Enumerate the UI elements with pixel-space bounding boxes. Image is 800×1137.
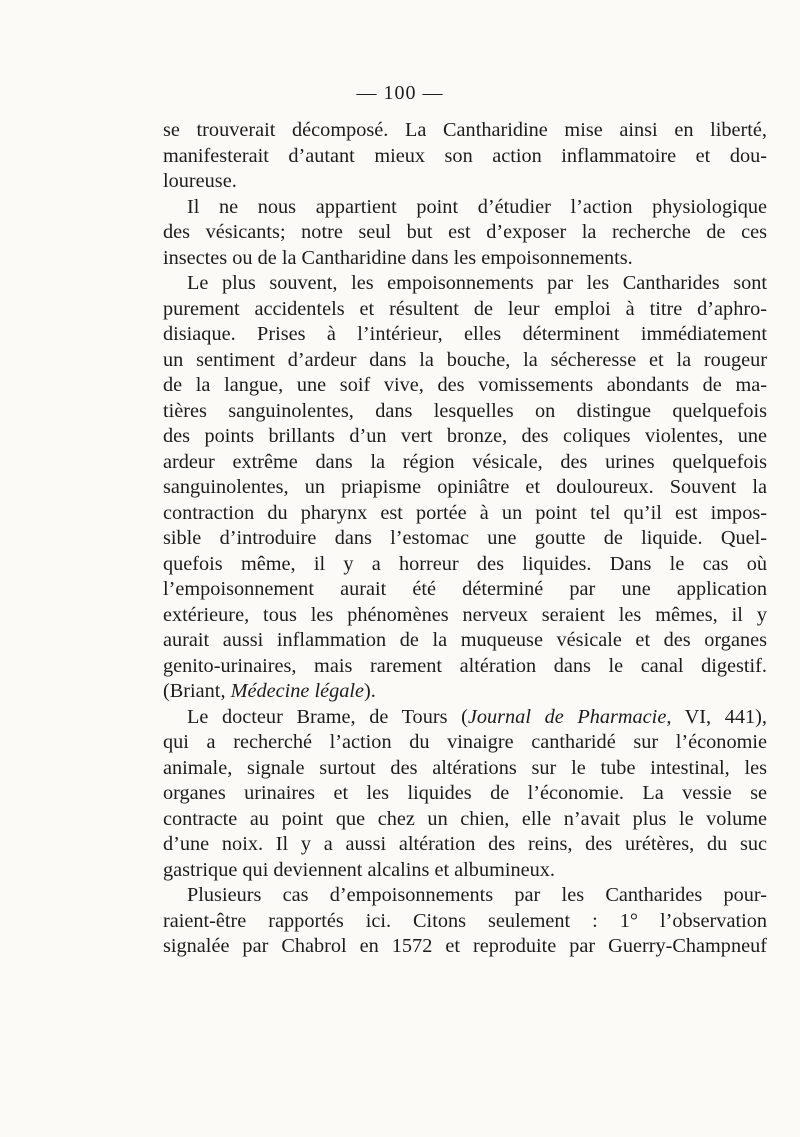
text-line: animale, signale surtout des altérations sur le tube intestinal, les	[163, 756, 767, 779]
text-line: Plusieurs cas d’empoisonnements par les Cantharides pour-	[187, 884, 767, 906]
italic-citation: Journal de Pharmacie,	[467, 705, 672, 728]
text-line: raient-être rapportés ici. Citons seulement : 1° l’observation	[163, 909, 767, 932]
text-line: des vésicants; notre seul but est d’exposer la recherche de ces	[163, 221, 767, 243]
text-line: tières sanguinolentes, dans lesquelles on distingue quelquefois	[163, 399, 767, 422]
text-line: genito-urinaires, mais rarement altération dans le canal digestif.	[163, 654, 767, 677]
text-line: Le plus souvent, les empoisonnements par les Cantharides sont	[187, 272, 767, 294]
italic-citation: Médecine légale	[230, 680, 365, 702]
text-line: contraction du pharynx est portée à un point tel qu’il est impos-	[163, 501, 767, 524]
text-line	[163, 679, 767, 705]
text-line: quefois même, il y a horreur des liquides. Dans le cas où	[163, 552, 767, 575]
text-span: ).	[364, 680, 376, 702]
text-line: des points brillants d’un vert bronze, des coliques violentes, une	[163, 425, 767, 447]
text-line: insectes ou de la Cantharidine dans les empoisonnements.	[163, 246, 633, 269]
text-line: disiaque. Prises à l’intérieur, elles déterminent immédiatement	[163, 323, 767, 345]
body-text	[163, 118, 767, 960]
text-line: un sentiment d’ardeur dans la bouche, la sécheresse et la rougeur	[163, 348, 767, 371]
page-number: — 100 —	[356, 82, 444, 104]
text-line	[163, 705, 767, 731]
text-line: l’empoisonnement aurait été déterminé par une application	[163, 578, 767, 600]
text-line: gastrique qui deviennent alcalins et albumineux.	[163, 858, 555, 881]
text-line: organes urinaires et les liquides de l’économie. La vessie se	[163, 782, 767, 804]
text-line: manifesterait d’autant mieux son action inflammatoire et dou-	[163, 144, 767, 167]
text-line: Il ne nous appartient point d’étudier l’action physiologique	[187, 195, 767, 218]
text-line: ardeur extrême dans la région vésicale, des urines quelquefois	[163, 450, 767, 473]
text-line: de la langue, une soif vive, des vomissements abondants de ma-	[163, 374, 767, 396]
text-line: sanguinolentes, un priapisme opiniâtre et douloureux. Souvent la	[163, 476, 767, 498]
text-line: signalée par Chabrol en 1572 et reproduite par Guerry-Champneuf	[163, 935, 767, 957]
text-line: se trouverait décomposé. La Cantharidine mise ainsi en liberté,	[163, 119, 767, 141]
text-line: aurait aussi inflammation de la muqueuse vésicale et des organes	[163, 629, 767, 651]
text-line: contracte au point que chez un chien, elle n’avait plus le volume	[163, 807, 767, 830]
text-line: qui a recherché l’action du vinaigre cantharidé sur l’économie	[163, 731, 767, 753]
text-line: d’une noix. Il y a aussi altération des reins, des urétères, du suc	[163, 833, 767, 855]
text-line: sible d’introduire dans l’estomac une goutte de liquide. Quel-	[163, 527, 767, 549]
text-span: (Briant,	[163, 680, 231, 702]
text-line: extérieure, tous les phénomènes nerveux seraient les mêmes, il y	[163, 603, 767, 626]
text-line: purement accidentels et résultent de leur emploi à titre d’aphro-	[163, 297, 767, 320]
text-span: VI, 441),	[671, 705, 767, 728]
text-span: Le docteur Brame, de Tours (	[187, 705, 468, 728]
text-line: loureuse.	[163, 170, 237, 192]
